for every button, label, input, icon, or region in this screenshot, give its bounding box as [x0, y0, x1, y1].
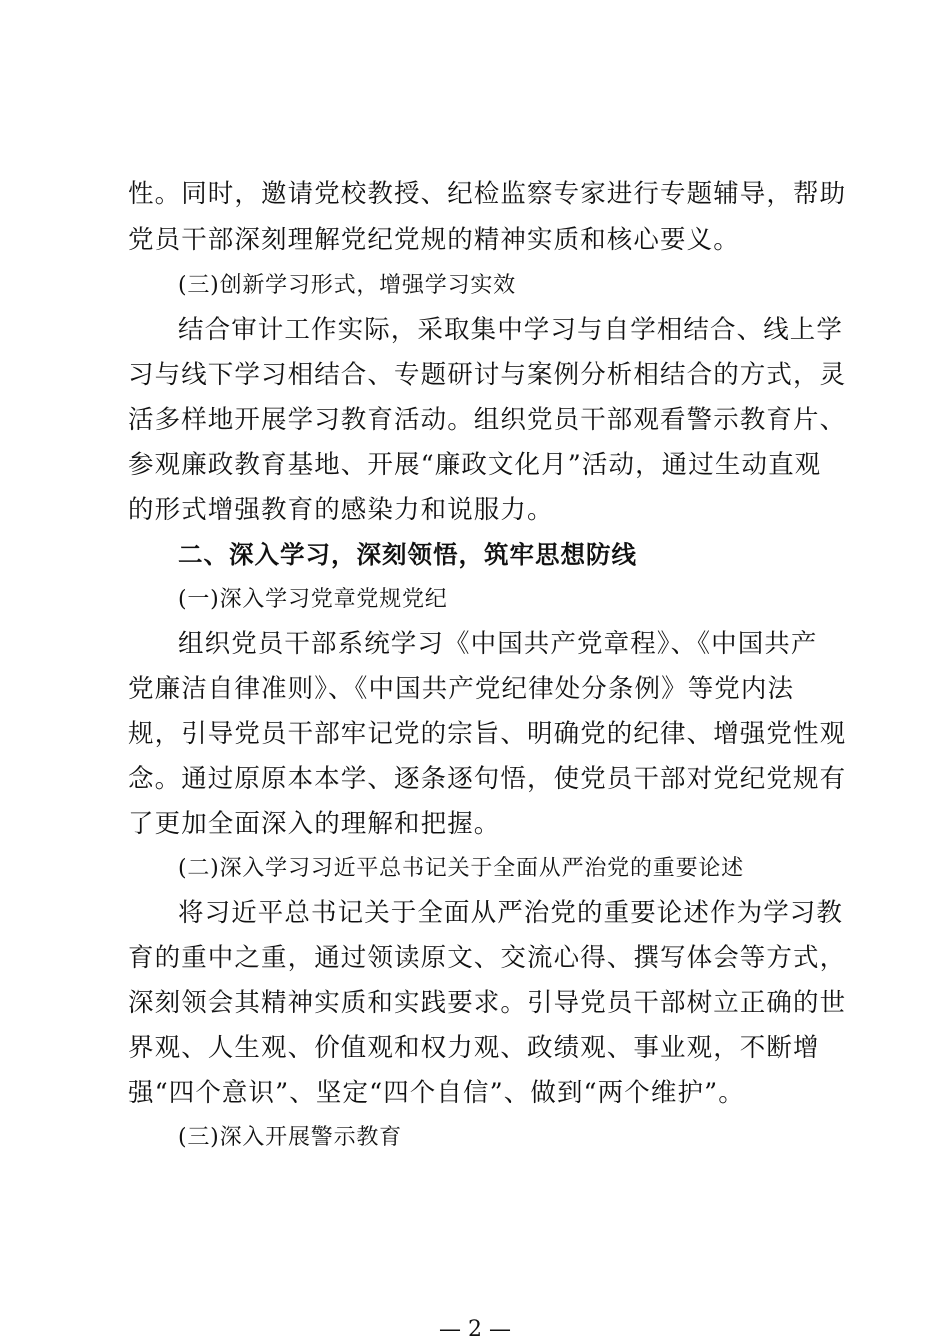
paragraph-line: 党廉洁自律准则》、《中国共产党纪律处分条例》等党内法 — [128, 674, 795, 704]
paragraph-line: 参观廉政教育基地、开展“廉政文化月”活动，通过生动直观 — [128, 450, 822, 480]
paragraph-line: 强“四个意识”、坚定“四个自信”、做到“两个维护”。 — [128, 1078, 745, 1108]
paragraph-line: 组织党员干部系统学习《中国共产党章程》、《中国共产 — [178, 629, 818, 659]
paragraph-line: 规，引导党员干部牢记党的宗旨、明确党的纪律、增强党性观 — [128, 719, 847, 749]
page-number: — 2 — — [439, 1317, 511, 1342]
paragraph-line: 了更加全面深入的理解和把握。 — [128, 809, 501, 839]
subheading: (三)深入开展警示教育 — [178, 1125, 402, 1150]
paragraph-line: 念。通过原原本本学、逐条逐句悟，使党员干部对党纪党规有 — [128, 764, 847, 794]
paragraph-line: 习与线下学习相结合、专题研讨与案例分析相结合的方式，灵 — [128, 360, 847, 390]
paragraph-line: 育的重中之重，通过领读原文、交流心得、撰写体会等方式， — [128, 943, 847, 973]
paragraph-line: 结合审计工作实际，采取集中学习与自学相结合、线上学 — [178, 315, 844, 345]
paragraph-line: 性。同时，邀请党校教授、纪检监察专家进行专题辅导，帮助 — [128, 179, 847, 209]
paragraph-line: 党员干部深刻理解党纪党规的精神实质和核心要义。 — [128, 225, 740, 255]
paragraph-line: 将习近平总书记关于全面从严治党的重要论述作为学习教 — [178, 898, 844, 928]
paragraph-line: 界观、人生观、价值观和权力观、政绩观、事业观，不断增 — [128, 1033, 820, 1063]
subheading: (一)深入学习党章党规党纪 — [178, 587, 448, 612]
paragraph-line: 活多样地开展学习教育活动。组织党员干部观看警示教育片、 — [128, 405, 847, 435]
paragraph-line: 深刻领会其精神实质和实践要求。引导党员干部树立正确的世 — [128, 988, 847, 1018]
section-heading: 二、深入学习，深刻领悟，筑牢思想防线 — [178, 540, 637, 569]
subheading: (二)深入学习习近平总书记关于全面从严治党的重要论述 — [178, 856, 744, 881]
paragraph-line: 的形式增强教育的感染力和说服力。 — [128, 495, 554, 525]
subheading: (三)创新学习形式，增强学习实效 — [178, 273, 516, 298]
